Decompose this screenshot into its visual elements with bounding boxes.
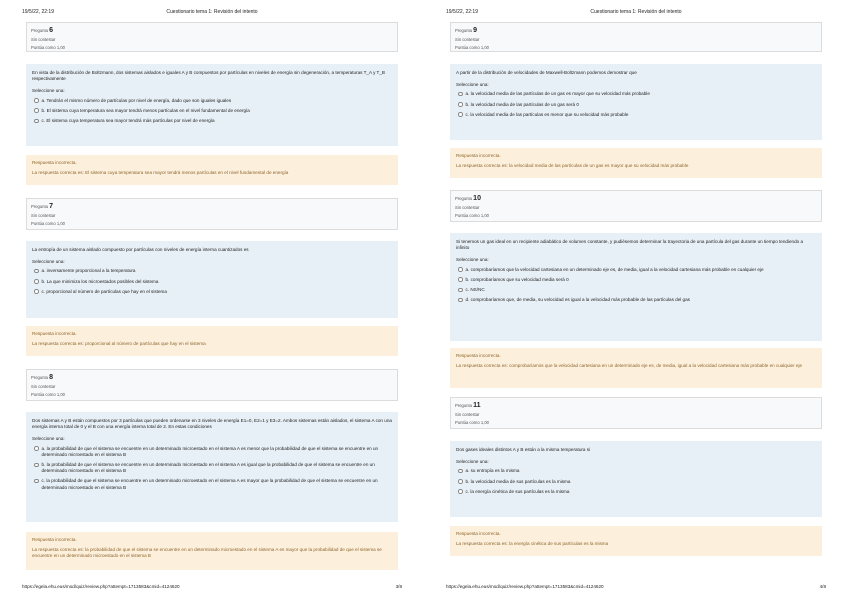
radio-button[interactable] — [458, 298, 463, 303]
question-info — [450, 22, 822, 52]
answer-option[interactable] — [458, 297, 816, 303]
question-stem: A partir de la distribución de velocidades de Maxwell-Boltzmann podemos demostrar que — [456, 70, 637, 75]
question-stem: En vista de la distribución de Boltzmann, dos sistemas aislados e iguales A y B compuestos por partículas en niveles de energía sin degeneración, a temperaturas T_A y T_B respectivamente — [32, 70, 385, 82]
question-text-box — [450, 441, 822, 517]
feedback-box — [26, 532, 398, 570]
question-status: Sin contestar — [455, 205, 480, 211]
radio-button[interactable] — [458, 288, 463, 293]
option-label: c. proporcional al número de partículas que hay en el sistema — [41, 288, 167, 294]
option-label: a. su entropía es la misma — [465, 468, 520, 474]
answer-option[interactable] — [458, 489, 816, 495]
feedback-title: Respuesta incorrecta. — [32, 537, 77, 542]
question-number: 11 — [473, 402, 481, 409]
question-status: Sin contestar — [31, 37, 56, 43]
question-label: Pregunta — [31, 28, 48, 33]
select-label: Seleccione una: — [456, 257, 489, 263]
header-title: Cuestionario tema 1: Revisión del intento — [590, 9, 682, 15]
answer-option[interactable] — [34, 98, 392, 104]
radio-button[interactable] — [458, 479, 463, 484]
question-number: 8 — [49, 374, 54, 381]
feedback-title: Respuesta incorrecta. — [456, 353, 501, 358]
answer-option[interactable] — [34, 289, 392, 295]
question-label: Pregunta — [455, 196, 472, 201]
feedback-box — [450, 148, 822, 178]
question-number: 7 — [49, 203, 54, 210]
answer-option[interactable] — [458, 468, 816, 474]
option-label: c. la probabilidad de que el sistema se encuentre en un determinado microestado en el sistema A es mayor que la probabilidad de que el sistema se encuentre en un determinado microestado en el sistema B — [41, 478, 378, 490]
question-text-box — [26, 412, 398, 522]
answer-option[interactable] — [458, 267, 816, 273]
answer-option[interactable] — [458, 479, 816, 485]
question-status: Sin contestar — [31, 213, 56, 219]
feedback-box — [26, 326, 398, 356]
select-label: Seleccione una: — [32, 259, 65, 265]
question-stem: Dos sistemas A y B están compuestos por 3 partículas que pueden ordenarse en 3 niveles de energía E1=0, E2=1 y E3=2. Ambos sistemas están aislados, el sistema A con una energía interna total de 0 y el B con una energía interna total de 2. En estas condiciones — [32, 418, 392, 430]
radio-button[interactable] — [34, 98, 39, 103]
option-label: c. El sistema cuya temperatura sea mayor tendrá más partículas por nivel de energía — [41, 117, 215, 123]
question-label: Pregunta — [31, 375, 48, 380]
option-label: c. NS/NC — [465, 286, 485, 292]
feedback-title: Respuesta incorrecta. — [32, 160, 77, 165]
option-label: b. El sistema cuya temperatura sea mayor tendrá menos partículas en el nivel fundamental de energía — [41, 107, 250, 113]
footer-page-number: 4/8 — [819, 584, 826, 589]
answer-option[interactable] — [34, 118, 392, 124]
answer-option[interactable] — [458, 91, 816, 97]
radio-button[interactable] — [458, 102, 463, 107]
option-label: b. la velocidad media de las partículas de un gas será 0 — [465, 101, 579, 107]
answer-option[interactable] — [458, 277, 816, 283]
question-status: Sin contestar — [455, 37, 480, 43]
option-label: d. comprobaríamos que, de media, su velocidad es igual a la velocidad más probable de las partículas del gas — [465, 297, 690, 303]
question-points: Puntúa como 1,00 — [455, 420, 489, 426]
answer-option[interactable] — [458, 102, 816, 108]
radio-button[interactable] — [458, 92, 463, 97]
radio-button[interactable] — [34, 119, 39, 124]
footer-url: https://egela.ehu.eus/mod/quiz/review.php?attempt=1713583&cmid=4124620 — [22, 584, 180, 589]
question-status: Sin contestar — [455, 412, 480, 418]
feedback-text: La respuesta correcta es: El sistema cuya temperatura sea mayor tendrá menos partículas en el nivel fundamental de energía — [32, 170, 289, 176]
radio-button[interactable] — [458, 469, 463, 474]
radio-button[interactable] — [34, 289, 39, 294]
option-label: a. la probabilidad de que el sistema se encuentre en un determinado microestado en el sistema A es menor que la probabilidad de que el sistema se encuentre en un determinado microestado en el sistema B — [41, 445, 379, 457]
question-number: 6 — [49, 27, 54, 34]
option-label: a. inversamente proporcional a la temperatura — [41, 268, 136, 274]
option-label: a. Tendrán el mismo número de partículas por nivel de energía, dado que son iguales iguales — [41, 97, 232, 103]
radio-button[interactable] — [34, 446, 39, 451]
header-date: 19/5/22, 22:19 — [22, 9, 54, 15]
feedback-title: Respuesta incorrecta. — [456, 531, 501, 536]
question-points: Puntúa como 1,00 — [31, 221, 65, 227]
option-label: a. la velocidad media de las partículas de un gas es mayor que su velocidad más probable — [465, 91, 650, 97]
select-label: Seleccione una: — [32, 88, 65, 94]
option-label: b. La que minimiza los microestados posibles del sistema — [41, 278, 159, 284]
question-stem: Dos gases ideales distintos A y B están a la misma temperatura si — [456, 447, 591, 452]
answer-option[interactable] — [458, 287, 816, 293]
option-label: b. la velocidad media de sus partículas es la misma — [465, 478, 571, 484]
radio-button[interactable] — [34, 269, 39, 274]
question-text-box — [450, 64, 822, 140]
radio-button[interactable] — [458, 277, 463, 282]
question-info — [26, 198, 398, 230]
question-text-box — [450, 233, 822, 341]
question-points: Puntúa como 1,00 — [455, 45, 489, 51]
footer-url: https://egela.ehu.eus/mod/quiz/review.php?attempt=1713583&cmid=4124620 — [446, 584, 604, 589]
question-label: Pregunta — [455, 403, 472, 408]
footer-page-number: 3/8 — [395, 584, 402, 589]
question-stem: La entropía de un sistema aislado compuesto por partículas con niveles de energía interna cuantizados es — [32, 247, 249, 252]
option-label: b. la probabilidad de que el sistema se encuentre en un determinado microestado en el sistema A es igual que la probabilidad de que el sistema se encuentre en un determinado microestado en el sistema B — [41, 461, 375, 474]
radio-button[interactable] — [458, 489, 463, 494]
option-label: c. la velocidad media de las partículas es menor que su velocidad más probable — [465, 111, 629, 117]
feedback-text: La respuesta correcta es: comprobaríamos que la velocidad cartesiana en un determinado eje es, de media, igual a la velocidad cartesiana más probable en cualquier eje — [456, 363, 803, 369]
question-number: 10 — [473, 195, 481, 202]
feedback-text: La respuesta correcta es: proporcional al número de partículas que hay en el sistema — [32, 341, 206, 347]
page-right — [424, 0, 848, 600]
header-title: Cuestionario tema 1: Revisión del intento — [166, 9, 258, 15]
question-points: Puntúa como 1,00 — [31, 45, 65, 51]
radio-button[interactable] — [34, 463, 39, 468]
answer-option[interactable] — [34, 108, 392, 114]
radio-button[interactable] — [458, 112, 463, 117]
question-number: 9 — [473, 27, 478, 34]
answer-option[interactable] — [458, 112, 816, 118]
radio-button[interactable] — [34, 279, 39, 284]
question-info — [450, 397, 822, 429]
option-label: c. la energía cinética de sus partículas es la misma — [465, 488, 570, 494]
feedback-box — [450, 348, 822, 388]
question-info — [26, 22, 398, 52]
answer-option[interactable] — [34, 279, 392, 285]
feedback-title: Respuesta incorrecta. — [456, 153, 501, 158]
option-label: b. comprobaríamos que su velocidad media será 0 — [465, 276, 569, 282]
select-label: Seleccione una: — [32, 436, 65, 442]
feedback-text: La respuesta correcta es: la probabilidad de que el sistema se encuentre en un determinado microestado en el sistema A es mayor que la probabilidad de que el sistema se encuentre en un determinado microestado en el sistema B — [32, 547, 382, 559]
question-status: Sin contestar — [31, 384, 56, 390]
header-date: 19/5/22, 22:19 — [446, 9, 478, 15]
select-label: Seleccione una: — [456, 82, 489, 88]
feedback-box — [450, 526, 822, 556]
answer-option[interactable] — [34, 446, 392, 458]
question-info — [26, 369, 398, 401]
question-label: Pregunta — [31, 204, 48, 209]
feedback-box — [26, 155, 398, 185]
answer-option[interactable] — [34, 462, 392, 474]
question-text-box — [26, 241, 398, 318]
feedback-text: La respuesta correcta es: la energía cinética de sus partículas es la misma — [456, 541, 609, 547]
question-text-box — [26, 64, 398, 146]
question-points: Puntúa como 1,00 — [455, 213, 489, 219]
select-label: Seleccione una: — [456, 459, 489, 465]
feedback-text: La respuesta correcta es: la velocidad media de las partículas de un gas es mayor que su velocidad más probable — [456, 163, 689, 169]
feedback-title: Respuesta incorrecta. — [32, 331, 77, 336]
question-stem: Si tenemos un gas ideal en un recipiente adiabático de volumen constante, y pudiésemos determinar la trayectoria de una partícula del gas durante un tiempo tendiendo a infinito — [456, 239, 804, 251]
answer-option[interactable] — [34, 268, 392, 274]
question-label: Pregunta — [455, 28, 472, 33]
radio-button[interactable] — [34, 108, 39, 113]
radio-button[interactable] — [34, 479, 39, 484]
question-points: Puntúa como 1,00 — [31, 392, 65, 398]
radio-button[interactable] — [458, 267, 463, 272]
answer-option[interactable] — [34, 478, 392, 490]
question-info — [450, 190, 822, 222]
option-label: a. comprobaríamos que la velocidad cartesiana en un determinado eje es, de media, igual a la velocidad cartesiana más probable en cualquier eje — [465, 266, 764, 272]
